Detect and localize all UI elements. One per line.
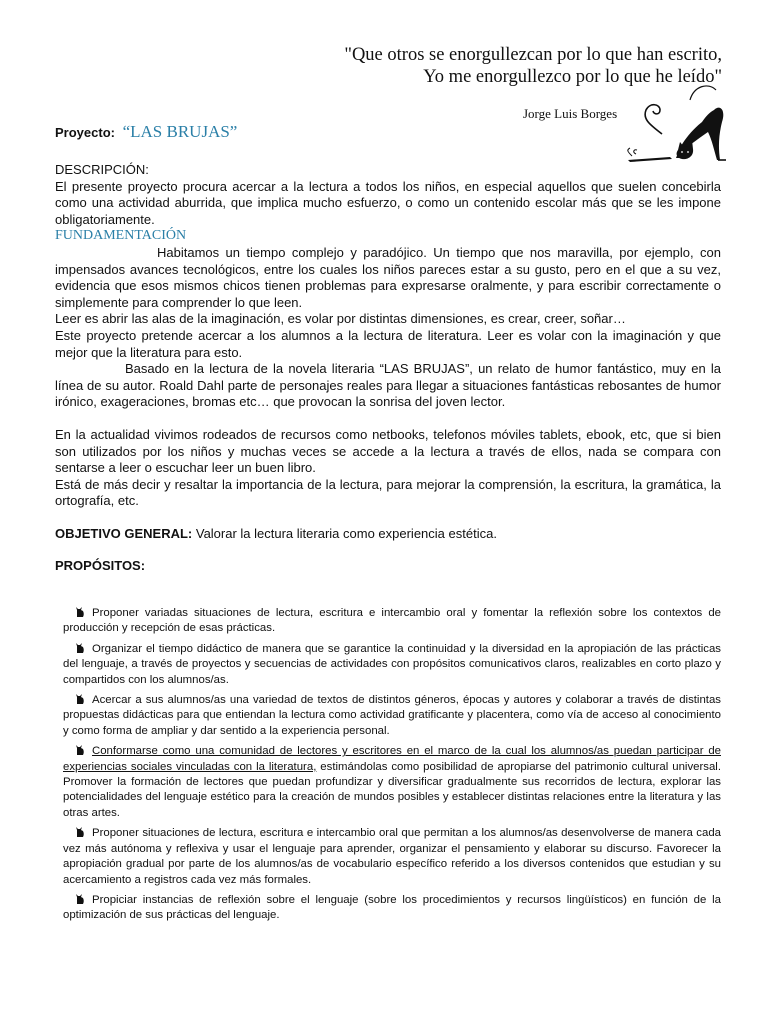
list-item: Conformarse como una comunidad de lectores y escritores en el marco de la cual los alumnos/as puedan participar de experiencias sociales vinculadas con la literatura, estimándolas como posibilidad de apropiarse del patrimonio cultural universal. Promover la formación de lectores que puedan profundizar y diversificar gradualmente sus recorridos de lectura, explorar las potencialidades del lenguaje estético para la creación de mundos posibles y establecer distintas relaciones entre la literatura y las otras artes.: [63, 745, 721, 819]
list-item: Proponer variadas situaciones de lectura, escritura e intercambio oral y fomentar la reflexión sobre los contextos de producción y recepción de esas prácticas.: [63, 607, 721, 635]
quote-line-2: Yo me enorgullezco por lo que he leído": [423, 67, 722, 87]
fundamentacion-paragraph-6: Está de más decir y resaltar la importancia de la lectura, para mejorar la comprensión, la escritura, la gramática, la ortografía, etc.: [55, 476, 721, 509]
propositos-list: [63, 605, 721, 928]
objetivo-label: OBJETIVO GENERAL:: [55, 525, 193, 541]
list-item: Proponer situaciones de lectura, escritura e intercambio oral que permitan a los alumnos/as desenvolverse de manera cada vez más autónoma y reflexiva y usar el lenguaje para aprender, organizar el pensamiento y elaborar su discurso. Favorecer la apropiación gradual por parte de los alumnos/as de vocabulario específico referido a los diversos contenidos que estudian y su acercamiento a registros cada vez más formales.: [63, 827, 721, 886]
project-title: “LAS BRUJAS”: [122, 122, 238, 141]
project-line: [55, 122, 237, 142]
quote-author: Jorge Luis Borges: [523, 106, 618, 121]
fundamentacion-paragraph-1: Habitamos un tiempo complejo y paradójico. Un tiempo que nos maravilla, por ejemplo, con impensados avances tecnológicos, entre los cuales los niños pareces estar a su gusto, pero en el que a su vez, evidencia que esos mismos chicos tienen problemas para expresarse oralmente, y para escribir correctamente o simplemente para comprender lo que leen.: [55, 244, 721, 310]
document-body: [55, 162, 721, 575]
quote-line-1: "Que otros se enorgullezcan por lo que han escrito,: [344, 45, 722, 65]
list-item: Acercar a sus alumnos/as una variedad de textos de distintos géneros, épocas y autores y colaborar a través de distintas propuestas didácticas para que entiendan la lectura como actividad gratificante y placentera, como vía de acceso al conocimiento y como forma de ampliar y dar sentido a la experiencia personal.: [63, 694, 721, 737]
objetivo-text: Valorar la lectura literaria como experiencia estética.: [192, 525, 497, 541]
list-item: Organizar el tiempo didáctico de manera que se garantice la continuidad y la diversidad en la apropiación de las prácticas del lenguaje, a través de proyectos y secuencias de actividades con propósitos comunicativos claros, realizables en corto plazo y compartidos con los alumnos/as.: [63, 642, 721, 686]
cat-bullet-icon: [75, 692, 85, 704]
cat-bullet-icon: [75, 743, 85, 755]
list-item: Propiciar instancias de reflexión sobre el lenguaje (sobre los procedimientos y recursos lingüísticos) en función de la optimización de sus prácticas del lenguaje.: [63, 893, 721, 922]
cat-bullet-icon: [75, 892, 85, 904]
fundamentacion-heading: FUNDAMENTACIÓN: [55, 228, 187, 244]
cat-bullet-icon: [75, 605, 85, 617]
fundamentacion-paragraph-3: Este proyecto pretende acercar a los alumnos a la lectura de literatura. Leer es volar con la imaginación y que mejor que la literatura para esto.: [55, 327, 721, 360]
project-label: Proyecto:: [55, 125, 115, 140]
fundamentacion-paragraph-2: Leer es abrir las alas de la imaginación, es volar por distintas dimensiones, es crear, creer, soñar…: [55, 311, 626, 327]
objetivo-general: [55, 526, 721, 543]
descripcion-heading: DESCRIPCIÓN:: [55, 162, 149, 177]
fundamentacion-paragraph-4: Basado en la lectura de la novela literaria “LAS BRUJAS”, un relato de humor fantástico, muy en la línea de su autor. Roald Dahl parte de personajes reales para llegar a situaciones fantásticas rebosantes de humor irónico, exageraciones, bromas etc… que provocan la sonrisa del joven lector.: [55, 361, 721, 410]
propositos-heading: PROPÓSITOS:: [55, 558, 146, 574]
cat-bullet-icon: [75, 641, 85, 653]
cat-bullet-icon: [75, 825, 85, 837]
descripcion-text: El presente proyecto procura acercar a la lectura a todos los niños, en especial aquellos que suelen concebirla como una actividad aburrida, que implica mucho esfuerzo, o como un contenido escolar más que se les impone obligatoriamente.: [55, 178, 721, 227]
fundamentacion-paragraph-5: En la actualidad vivimos rodeados de recursos como netbooks, telefonos móviles tablets, ebook, etc, que si bien son utilizados por los niños y muchas veces se accede a la lectura a través de ellos, nada se compara con sentarse a leer o escuchar leer un buen libro.: [55, 426, 721, 476]
